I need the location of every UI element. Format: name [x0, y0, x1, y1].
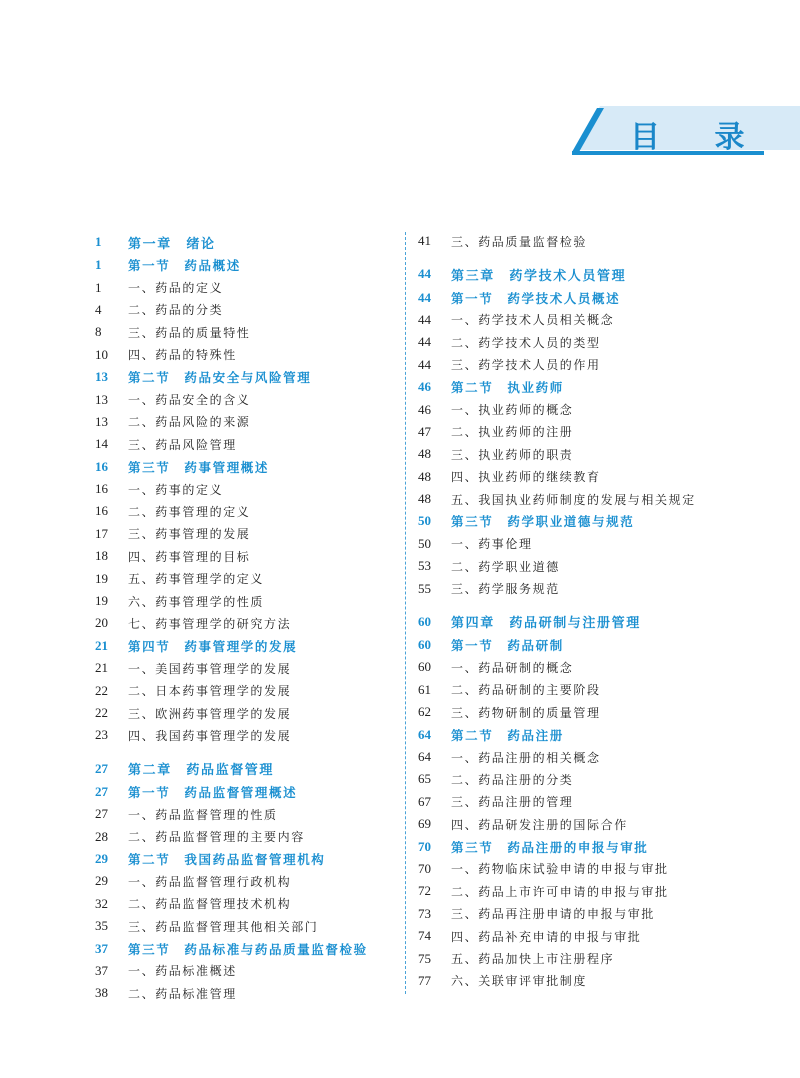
toc-item[interactable]: [418, 701, 748, 723]
toc-page-number: 50: [418, 513, 431, 529]
toc-entry-text: 三、药事管理的发展: [128, 527, 251, 542]
toc-page-number: 20: [95, 615, 108, 631]
toc-entry-text: 第三章 药学技术人员管理: [451, 268, 627, 284]
toc-item[interactable]: [418, 309, 748, 331]
toc-entry-text: 五、药品加快上市注册程序: [451, 952, 615, 967]
toc-item[interactable]: [418, 746, 748, 768]
toc-page-number: 16: [95, 458, 108, 474]
toc-item[interactable]: [95, 411, 395, 433]
toc-page-number: 60: [418, 613, 431, 629]
toc-page-number: 22: [95, 705, 108, 720]
toc-entry-text: 一、药物临床试验申请的申报与审批: [451, 862, 669, 877]
toc-page-number: 44: [418, 311, 431, 327]
toc-item[interactable]: [95, 679, 395, 701]
toc-entry-text: 第二节 执业药师: [451, 380, 564, 396]
toc-section[interactable]: [418, 634, 748, 656]
toc-item[interactable]: [418, 466, 748, 488]
toc-item[interactable]: [418, 679, 748, 701]
toc-entry-text: 三、执业药师的职责: [451, 447, 574, 462]
toc-entry-text: 一、药品注册的相关概念: [451, 750, 601, 765]
toc-page-number: 29: [95, 873, 108, 889]
toc-item[interactable]: [95, 960, 395, 982]
toc-page-number: 38: [95, 985, 108, 1001]
toc-entry-text: 六、药事管理学的性质: [128, 594, 265, 609]
toc-item[interactable]: [95, 803, 395, 825]
toc-page-number: 44: [418, 334, 431, 350]
column-divider: [405, 232, 406, 994]
toc-section[interactable]: [95, 937, 395, 959]
toc-page-number: 14: [95, 436, 108, 452]
toc-entry-text: 二、药品风险的来源: [128, 415, 251, 430]
toc-page-number: 44: [418, 356, 431, 372]
toc-entry-text: 一、美国药事管理学的发展: [128, 661, 292, 676]
toc-page-number: 64: [418, 749, 431, 764]
toc-page-number: 1: [95, 234, 102, 249]
toc-item[interactable]: [418, 768, 748, 790]
toc-page-number: 13: [95, 413, 108, 429]
toc-page-number: 19: [95, 570, 108, 586]
toc-item[interactable]: [95, 545, 395, 567]
toc-entry-text: 一、药品研制的概念: [451, 660, 574, 675]
toc-entry-text: 第四节 药事管理学的发展: [128, 638, 298, 654]
toc-page-number: 70: [418, 838, 431, 854]
toc-page-number: 77: [418, 972, 431, 988]
toc-page-number: 53: [418, 558, 431, 574]
toc-page-number: 13: [95, 391, 108, 407]
toc-item[interactable]: [95, 657, 395, 679]
toc-item[interactable]: [418, 813, 748, 835]
toc-page-number: 37: [95, 962, 108, 978]
toc-entry-text: 第一节 药品概述: [128, 258, 241, 274]
toc-page-number: 48: [418, 446, 431, 462]
toc-entry-text: 二、药学技术人员的类型: [451, 335, 601, 350]
toc-page-number: 47: [418, 423, 431, 439]
toc-entry-text: 六、关联审评审批制度: [451, 974, 588, 989]
toc-item[interactable]: [95, 702, 395, 724]
toc-item[interactable]: [95, 915, 395, 937]
toc-entry-text: 第二节 药品注册: [451, 727, 564, 743]
toc-item[interactable]: [418, 354, 748, 376]
toc-entry-text: 五、药事管理学的定义: [128, 572, 265, 587]
toc-item[interactable]: [95, 870, 395, 892]
toc-entry-text: 三、药品再注册申请的申报与审批: [451, 907, 656, 922]
toc-page-number: 64: [418, 726, 431, 742]
toc-item[interactable]: [95, 500, 395, 522]
toc-section[interactable]: [418, 376, 748, 398]
toc-page-number: 22: [95, 682, 108, 698]
toc-item[interactable]: [418, 488, 748, 510]
toc-section[interactable]: [95, 781, 395, 803]
toc-entry-text: 三、药品质量监督检验: [451, 234, 588, 249]
toc-page-number: 75: [418, 950, 431, 966]
toc-chapter[interactable]: [95, 230, 395, 254]
toc-item[interactable]: [418, 880, 748, 902]
toc-item[interactable]: [418, 421, 748, 443]
toc-chapter[interactable]: [418, 262, 748, 286]
page-title: 目 录: [630, 120, 767, 155]
toc-item[interactable]: [418, 925, 748, 947]
toc-item[interactable]: [95, 433, 395, 455]
toc-item[interactable]: [418, 858, 748, 880]
toc-entry-text: 二、药品注册的分类: [451, 772, 574, 787]
toc-item[interactable]: [418, 398, 748, 420]
toc-section[interactable]: [95, 456, 395, 478]
toc-entry-text: 四、执业药师的继续教育: [451, 470, 601, 485]
toc-item[interactable]: [95, 388, 395, 410]
toc-page-number: 17: [95, 525, 108, 541]
toc-section[interactable]: [418, 286, 748, 308]
toc-entry-text: 四、药品的特殊性: [128, 348, 237, 363]
toc-entry-text: 一、药品监督管理的性质: [128, 807, 278, 822]
toc-chapter[interactable]: [418, 610, 748, 634]
toc-page-number: 1: [95, 257, 102, 273]
toc-page-number: 27: [95, 783, 108, 799]
toc-page-number: 70: [418, 860, 431, 876]
toc-page-number: 21: [95, 637, 108, 653]
toc-item[interactable]: [418, 791, 748, 813]
toc-page-number: 46: [418, 401, 431, 417]
toc-entry-text: 一、执业药师的概念: [451, 403, 574, 418]
toc-page-number: 10: [95, 346, 108, 362]
toc-item[interactable]: [418, 230, 748, 252]
toc-item[interactable]: [95, 825, 395, 847]
toc-page-number: 60: [418, 637, 431, 653]
toc-entry-text: 一、药事的定义: [128, 482, 224, 497]
toc-entry-text: 第一节 药学技术人员概述: [451, 290, 621, 306]
toc-section[interactable]: [418, 835, 748, 857]
toc-entry-text: 一、药品标准概述: [128, 964, 237, 979]
toc-section[interactable]: [95, 254, 395, 276]
toc-page-number: 46: [418, 379, 431, 395]
toc-entry-text: 第一节 药品研制: [451, 638, 564, 654]
toc-page-number: 48: [418, 491, 431, 507]
toc-page-number: 61: [418, 681, 431, 697]
toc-item[interactable]: [418, 947, 748, 969]
toc-item[interactable]: [95, 523, 395, 545]
toc-entry-text: 第四章 药品研制与注册管理: [451, 616, 641, 632]
toc-page-number: 35: [95, 918, 108, 934]
toc-item[interactable]: [95, 567, 395, 589]
toc-entry-text: 一、药学技术人员相关概念: [451, 313, 615, 328]
toc-entry-text: 三、药物研制的质量管理: [451, 705, 601, 720]
toc-page-number: 50: [418, 535, 431, 551]
toc-section[interactable]: [418, 723, 748, 745]
toc-page-number: 13: [95, 369, 108, 385]
toc-page-number: 74: [418, 928, 431, 944]
toc-section[interactable]: [95, 848, 395, 870]
toc-entry-text: 一、药品的定义: [128, 281, 224, 296]
toc-page-number: 44: [418, 289, 431, 305]
toc-entry-text: 第二节 我国药品监督管理机构: [128, 851, 326, 867]
toc-page-number: 21: [95, 660, 108, 676]
toc-right-column: [418, 230, 748, 992]
toc-entry-text: 第一节 药品监督管理概述: [128, 784, 298, 800]
toc-entry-text: 四、药事管理的目标: [128, 549, 251, 564]
toc-page-number: 41: [418, 233, 431, 249]
toc-page-number: 55: [418, 580, 431, 596]
toc-item[interactable]: [418, 656, 748, 678]
toc-page-number: 16: [95, 481, 108, 497]
toc-page-number: 65: [418, 771, 431, 787]
toc-page-number: 19: [95, 593, 108, 609]
toc-entry-text: 二、药品监督管理技术机构: [128, 897, 292, 912]
toc-entry-text: 二、日本药事管理学的发展: [128, 684, 292, 699]
toc-page-number: 44: [418, 266, 431, 282]
toc-page-number: 8: [95, 324, 102, 340]
toc-page-number: 28: [95, 828, 108, 844]
header-banner: [0, 0, 800, 170]
toc-page-number: 72: [418, 883, 431, 899]
toc-page-number: 4: [95, 301, 102, 317]
toc-entry-text: 七、药事管理学的研究方法: [128, 616, 292, 631]
toc-entry-text: 第三节 药品标准与药品质量监督检验: [128, 941, 368, 957]
toc-page-number: 27: [95, 760, 108, 776]
toc-entry-text: 二、药品标准管理: [128, 986, 237, 1001]
toc-item[interactable]: [95, 344, 395, 366]
toc-entry-text: 四、药品补充申请的申报与审批: [451, 929, 642, 944]
toc-entry-text: 二、药品监督管理的主要内容: [128, 830, 305, 845]
toc-entry-text: 三、药品风险管理: [128, 437, 237, 452]
toc-page-number: 32: [95, 895, 108, 911]
toc-entry-text: 第三节 药品注册的申报与审批: [451, 839, 649, 855]
toc-item[interactable]: [95, 276, 395, 298]
toc-entry-text: 五、我国执业药师制度的发展与相关规定: [451, 492, 696, 507]
toc-entry-text: 第一章 绪论: [128, 236, 216, 252]
toc-entry-text: 二、药品研制的主要阶段: [451, 683, 601, 698]
toc-entry-text: 一、药品监督管理行政机构: [128, 874, 292, 889]
toc-entry-text: 二、药学职业道德: [451, 559, 560, 574]
toc-item[interactable]: [95, 299, 395, 321]
toc-page-number: 1: [95, 279, 102, 295]
toc-page-number: 73: [418, 905, 431, 921]
toc-item[interactable]: [418, 555, 748, 577]
toc-page-number: 69: [418, 816, 431, 832]
toc-page-number: 18: [95, 548, 108, 564]
toc-entry-text: 第二章 药品监督管理: [128, 763, 275, 779]
toc-page-number: 27: [95, 806, 108, 822]
toc-chapter[interactable]: [95, 757, 395, 781]
toc-item[interactable]: [95, 478, 395, 500]
toc-section[interactable]: [418, 510, 748, 532]
toc-item[interactable]: [95, 590, 395, 612]
toc-page-number: 62: [418, 704, 431, 720]
toc-item[interactable]: [95, 612, 395, 634]
toc-entry-text: 四、药品研发注册的国际合作: [451, 817, 628, 832]
toc-item[interactable]: [95, 724, 395, 746]
toc-entry-text: 二、药事管理的定义: [128, 504, 251, 519]
toc-page-number: 37: [95, 940, 108, 956]
toc-section[interactable]: [95, 635, 395, 657]
toc-entry-text: 第三节 药学职业道德与规范: [451, 514, 635, 530]
toc-item[interactable]: [95, 982, 395, 1004]
toc-entry-text: 三、药品的质量特性: [128, 325, 251, 340]
toc-page-number: 67: [418, 793, 431, 809]
toc-entry-text: 一、药事伦理: [451, 537, 533, 552]
toc-entry-text: 第三节 药事管理概述: [128, 459, 270, 475]
toc-entry-text: 一、药品安全的含义: [128, 393, 251, 408]
toc-item[interactable]: [418, 533, 748, 555]
toc-item[interactable]: [418, 970, 748, 992]
toc-entry-text: 三、药学技术人员的作用: [451, 358, 601, 373]
toc-item[interactable]: [418, 577, 748, 599]
toc-item[interactable]: [418, 443, 748, 465]
toc-entry-text: 二、药品的分类: [128, 303, 224, 318]
toc-page-number: 16: [95, 503, 108, 519]
toc-item[interactable]: [95, 321, 395, 343]
toc-left-column: [95, 230, 395, 1005]
toc-entry-text: 三、药学服务规范: [451, 582, 560, 597]
toc-item[interactable]: [418, 903, 748, 925]
toc-page-number: 48: [418, 468, 431, 484]
toc-entry-text: 三、药品监督管理其他相关部门: [128, 919, 319, 934]
toc-item[interactable]: [418, 331, 748, 353]
toc-entry-text: 二、药品上市许可申请的申报与审批: [451, 884, 669, 899]
toc-entry-text: 二、执业药师的注册: [451, 425, 574, 440]
toc-entry-text: 三、药品注册的管理: [451, 795, 574, 810]
toc-section[interactable]: [95, 366, 395, 388]
toc-page-number: 60: [418, 659, 431, 675]
toc-page-number: 29: [95, 850, 108, 866]
toc-entry-text: 三、欧洲药事管理学的发展: [128, 706, 292, 721]
toc-item[interactable]: [95, 893, 395, 915]
toc-entry-text: 第二节 药品安全与风险管理: [128, 370, 312, 386]
toc-page-number: 23: [95, 727, 108, 743]
toc-entry-text: 四、我国药事管理学的发展: [128, 728, 292, 743]
